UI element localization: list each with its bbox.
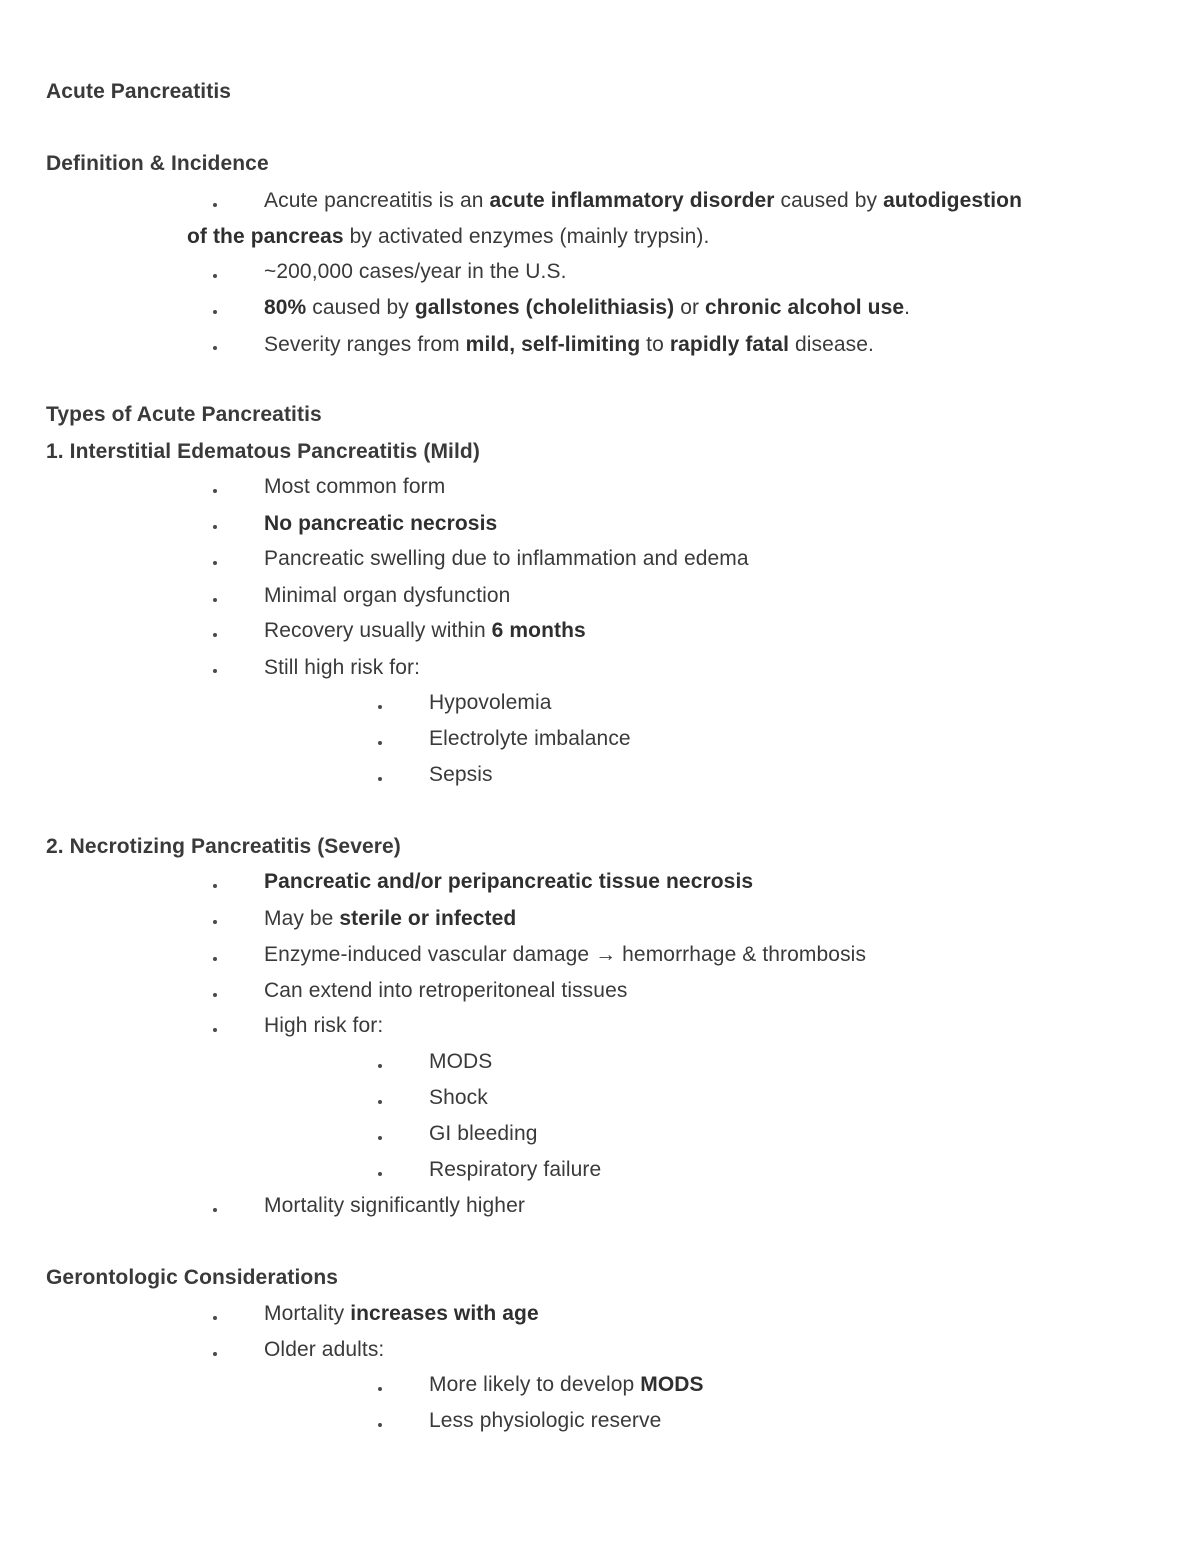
bullet-icon <box>378 1100 382 1104</box>
list-item: Severity ranges from mild, self-limiting to rapidly fatal disease. <box>264 333 874 356</box>
list-item: Mortality increases with age <box>264 1302 539 1325</box>
list-item: May be sterile or infected <box>264 907 517 930</box>
list-item: Acute pancreatitis is an acute inflammatory disorder caused by autodigestion <box>264 189 1023 212</box>
bullet-icon <box>213 1316 217 1320</box>
section-heading-gerontologic: Gerontologic Considerations <box>46 1266 339 1289</box>
bullet-icon <box>378 1423 382 1427</box>
sub-list-item: Hypovolemia <box>429 691 552 714</box>
bullet-icon <box>213 669 217 673</box>
list-item: 80% caused by gallstones (cholelithiasis) or chronic alcohol use. <box>264 296 911 319</box>
list-item: Mortality significantly higher <box>264 1194 525 1217</box>
section-heading-definition: Definition & Incidence <box>46 152 269 175</box>
list-item: High risk for: <box>264 1014 384 1037</box>
bullet-icon <box>213 957 217 961</box>
bullet-icon <box>213 1352 217 1356</box>
bullet-icon <box>213 274 217 278</box>
sub-list-item: Less physiologic reserve <box>429 1409 662 1432</box>
list-item: Older adults: <box>264 1338 385 1361</box>
list-item: No pancreatic necrosis <box>264 512 498 535</box>
bullet-icon <box>213 884 217 888</box>
sub-list-item: GI bleeding <box>429 1122 538 1145</box>
bullet-icon <box>213 203 217 207</box>
bullet-icon <box>213 525 217 529</box>
subsection-heading-interstitial: 1. Interstitial Edematous Pancreatitis (Mild) <box>46 440 480 463</box>
bullet-icon <box>213 1028 217 1032</box>
bullet-icon <box>378 741 382 745</box>
bullet-icon <box>378 1172 382 1176</box>
bullet-icon <box>213 598 217 602</box>
sub-list-item: Sepsis <box>429 763 493 786</box>
list-item: Can extend into retroperitoneal tissues <box>264 979 628 1002</box>
list-item: Pancreatic swelling due to inflammation and edema <box>264 547 749 570</box>
bullet-icon <box>213 633 217 637</box>
bullet-icon <box>213 1208 217 1212</box>
list-item-continuation: of the pancreas by activated enzymes (mainly trypsin). <box>187 225 710 248</box>
bullet-icon <box>213 489 217 493</box>
bullet-icon <box>213 310 217 314</box>
bullet-icon <box>378 705 382 709</box>
bullet-icon <box>213 920 217 924</box>
bullet-icon <box>378 1387 382 1391</box>
section-heading-types: Types of Acute Pancreatitis <box>46 403 322 426</box>
list-item: Most common form <box>264 475 446 498</box>
list-item: ~200,000 cases/year in the U.S. <box>264 260 567 283</box>
sub-list-item: More likely to develop MODS <box>429 1373 704 1396</box>
bullet-icon <box>213 561 217 565</box>
bullet-icon <box>378 777 382 781</box>
list-item: Enzyme-induced vascular damage → hemorrhage & thrombosis <box>264 943 867 966</box>
list-item: Minimal organ dysfunction <box>264 584 511 607</box>
list-item: Still high risk for: <box>264 656 421 679</box>
bullet-icon <box>213 346 217 350</box>
list-item: Pancreatic and/or peripancreatic tissue necrosis <box>264 870 754 893</box>
subsection-heading-necrotizing: 2. Necrotizing Pancreatitis (Severe) <box>46 835 401 858</box>
bullet-icon <box>378 1064 382 1068</box>
sub-list-item: Shock <box>429 1086 488 1109</box>
list-item: Recovery usually within 6 months <box>264 619 586 642</box>
bullet-icon <box>378 1136 382 1140</box>
sub-list-item: Electrolyte imbalance <box>429 727 631 750</box>
bullet-icon <box>213 993 217 997</box>
sub-list-item: Respiratory failure <box>429 1158 602 1181</box>
page-title: Acute Pancreatitis <box>46 80 232 103</box>
sub-list-item: MODS <box>429 1050 493 1073</box>
